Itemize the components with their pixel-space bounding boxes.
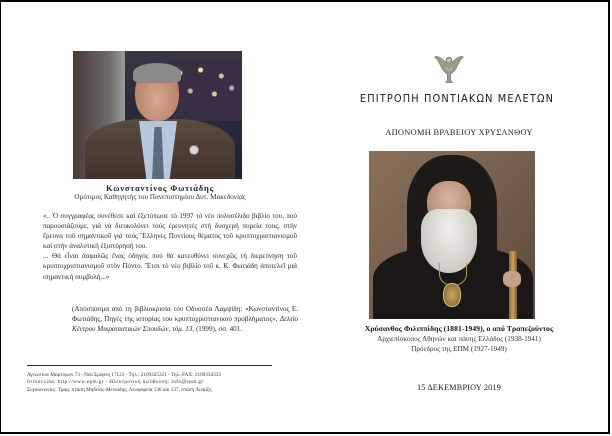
author-photo [73, 51, 242, 179]
footer-web[interactable]: Ιστοσελίδα: http://www.epm.gr - Ηλεκτρονική διεύθυνση: info@epm.gr [27, 379, 204, 386]
lapel-pin-icon [189, 145, 199, 155]
footer-address: Αγνώστων Μαρτύρων 73 - Νέα Σμύρνη 17123 - Τηλ.: 2109325321 - Τηλ.-FAX: 2109334333 [27, 372, 221, 378]
organization-title: ΕΠΙΤΡΟΠΗ ΠΟΝΤΙΑΚΩΝ ΜΕΛΕΤΩΝ [359, 94, 555, 105]
portrait-caption-role-2: Πρόεδρος της ΕΠΜ (1927-1949) [411, 345, 507, 353]
source-journal: Δελτίο Κέντρου Μικρασιατικών Σπουδών, τόμ. 13, [72, 315, 298, 334]
source-text-1: (Απόσπασμα από τη βιβλιοκρισία του Οδυσσέα Λαμψίδη: «Κωνσταντίνος Ε. Φωτιάδης, Πηγές της ιστορίας του κρυπτοχριστιανικού προβλήματος», [72, 305, 298, 324]
author-name: Κωνσταντίνος Φωτιάδης [105, 183, 215, 193]
event-date: 15 ΔΕΚΕΜΒΡΙΟΥ 2019 [416, 383, 502, 392]
book-review-quote [43, 211, 297, 282]
footer-transport: Συγκοινωνίες: Τραμ, στάση Μηδείας-Μεναίδης, Λεωφορεία 136 και 137, στάση Λιναίζη [27, 386, 212, 393]
quote-paragraph-2: ... Θά εἶναι ἀσφαλῶς ἕνας ὁδηγός πού θά κατευθύνει συνεχῶς τή διερεύνηση τοῦ κρυπτοχριστιανισμοῦ στὸν Πόντο. Ἔτσι τὸ νέο βιβλίο τοῦ κ. Κ. Φωτιάδη ἀποτελεῖ μιά σημαντική συμβολή...» [43, 252, 297, 281]
photo-hair [133, 63, 181, 83]
contact-footer [27, 372, 277, 394]
right-page [306, 0, 612, 436]
portrait-caption-role-1: Αρχιεπίσκοπος Αθηνών και πάσης Ελλάδος (1938-1941) [377, 335, 541, 343]
portrait-hand [503, 271, 521, 287]
engolpion-icon [443, 283, 461, 307]
source-text-2: (1999), σσ. 401. [194, 325, 243, 334]
chrysanthos-portrait [369, 151, 535, 319]
quote-source [72, 304, 298, 334]
quote-paragraph-1: «.. Ὁ συγγραφέας συνέθεσε καὶ ἐξετύπωσε τὸ 1997 τὸ νέο πολυσέλιδο βιβλίο του, πού παρουσιάζουμε, γιά νά διευκολύνει τούς ἐρευνητές στή δυσχερή πορεία τους, στήν ἔρευνα τοῦ σημαντικοῦ γιά τούς Ἕλληνες Ποντίους θέματος τοῦ κρυπτοχριστιανισμοῦ καὶ στήν ἀναλυτική ἐξιστόρησή του. [43, 212, 297, 251]
author-role: Ομότιμος Καθηγητής του Πανεπιστημίου Δυτ. Μακεδονίας [74, 193, 246, 201]
double-headed-eagle-icon [432, 52, 466, 86]
portrait-caption-name: Χρύσανθος Φιλιππίδης (1881-1949), ο από Τραπεζούντος [364, 324, 554, 333]
photo-background-city-lights [173, 61, 242, 121]
event-title: ΑΠΟΝΟΜΗ ΒΡΑΒΕΙΟΥ ΧΡΥΣΑΝΘΟΥ [385, 128, 533, 137]
footer-divider [27, 365, 272, 366]
